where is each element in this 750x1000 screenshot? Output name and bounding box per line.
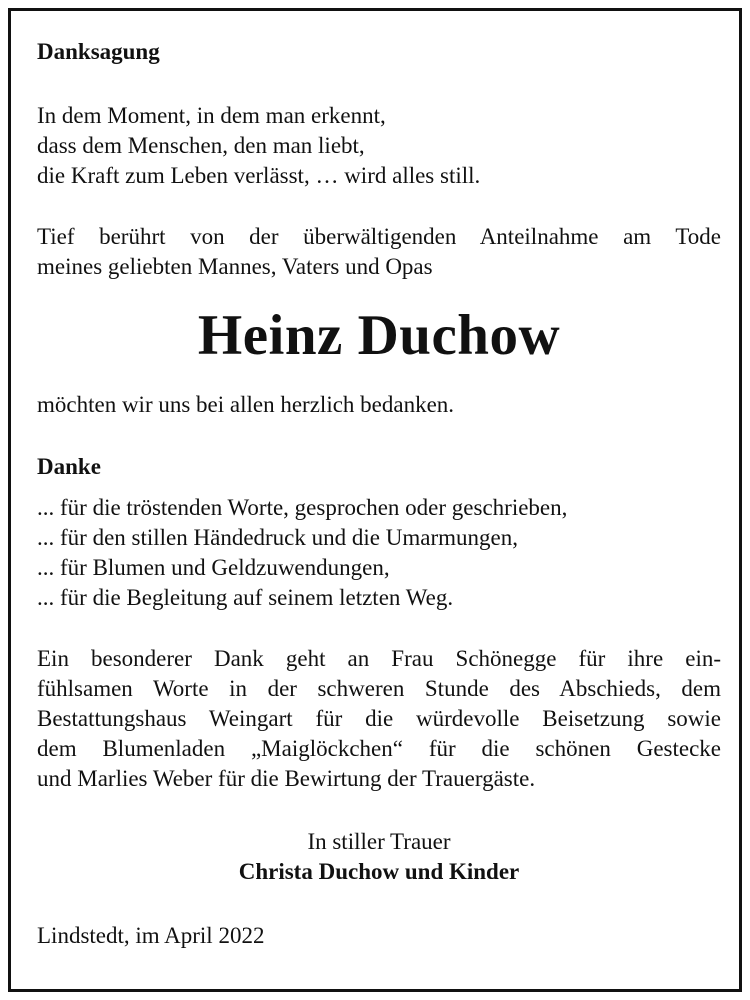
signers: Christa Duchow und Kinder [238, 859, 520, 884]
deceased-name: Heinz Duchow [197, 304, 561, 367]
notice-frame [8, 8, 742, 992]
special-thanks-line: und Marlies Weber für die Bewirtung der Trauergäste. [37, 766, 536, 791]
intro-paragraph [37, 222, 721, 282]
notice-content [37, 37, 721, 951]
verse-line: In dem Moment, in dem man erkennt, [37, 103, 386, 128]
list-item: ... für den stillen Händedruck und die Umarmungen, [37, 525, 518, 550]
verse-line: dass dem Menschen, den man liebt, [37, 133, 365, 158]
danke-heading: Danke [37, 454, 101, 479]
closing-block [37, 827, 721, 887]
list-item: ... für die tröstenden Worte, gesprochen oder geschrieben, [37, 495, 568, 520]
place-date: Lindstedt, im April 2022 [37, 923, 265, 948]
mourning-phrase: In stiller Trauer [307, 829, 451, 854]
danke-list [37, 493, 721, 613]
special-thanks-line: dem Blumenladen „Maiglöckchen“ für die schönen Gestecke [37, 736, 721, 761]
verse-line: die Kraft zum Leben verlässt, … wird alles still. [37, 163, 481, 188]
intro-line: Tief berührt von der überwältigenden Anteilnahme am Tode [37, 224, 721, 249]
intro-line: meines geliebten Mannes, Vaters und Opas [37, 254, 433, 279]
thanks-line: möchten wir uns bei allen herzlich bedanken. [37, 392, 455, 417]
notice-heading: Danksagung [37, 39, 160, 64]
list-item: ... für die Begleitung auf seinem letzten Weg. [37, 585, 454, 610]
special-thanks-line: fühlsamen Worte in der schweren Stunde des Abschieds, dem [37, 676, 721, 701]
special-thanks-line: Ein besonderer Dank geht an Frau Schönegge für ihre ein- [37, 646, 721, 671]
verse [37, 101, 721, 191]
special-thanks-paragraph [37, 644, 721, 794]
list-item: ... für Blumen und Geldzuwendungen, [37, 555, 390, 580]
special-thanks-line: Bestattungshaus Weingart für die würdevolle Beisetzung sowie [37, 706, 721, 731]
